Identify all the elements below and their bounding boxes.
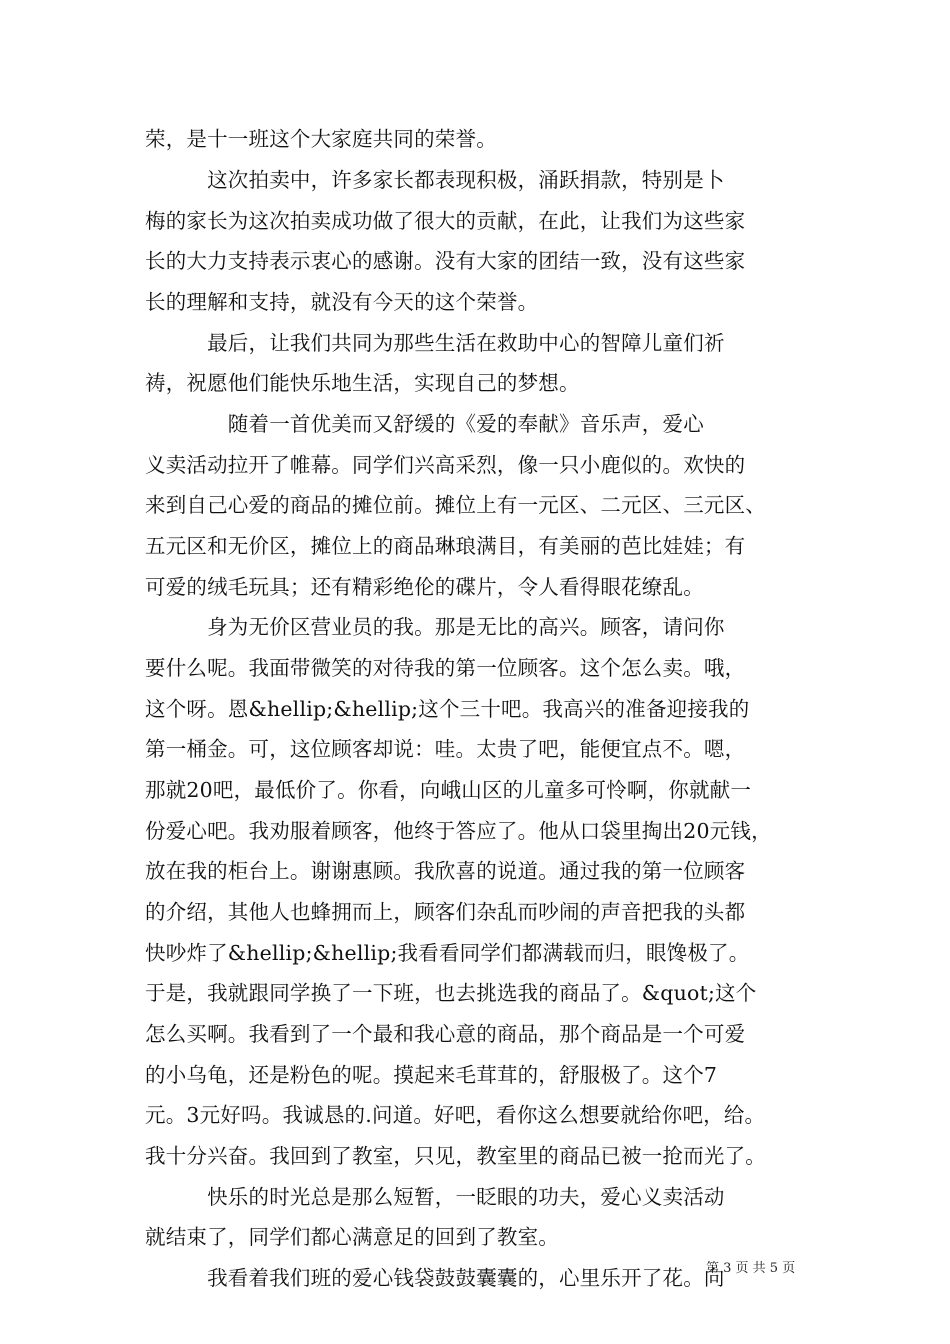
text-line: 我看着我们班的爱心钱袋鼓鼓囊囊的，心里乐开了花。向 bbox=[145, 1266, 725, 1290]
text-line: 梅的家长为这次拍卖成功做了很大的贡献，在此，让我们为这些家 bbox=[145, 209, 746, 233]
text-line: 放在我的柜台上。谢谢惠顾。我欣喜的说道。通过我的第一位顾客 bbox=[145, 859, 746, 883]
text-line: 就结束了，同学们都心满意足的回到了教室。 bbox=[145, 1225, 559, 1249]
text-line: 快乐的时光总是那么短暂，一眨眼的功夫，爱心义卖活动 bbox=[145, 1185, 725, 1209]
text-line: 义卖活动拉开了帷幕。同学们兴高采烈，像一只小鹿似的。欢快的 bbox=[145, 453, 746, 477]
text-line: 五元区和无价区，摊位上的商品琳琅满目，有美丽的芭比娃娃；有 bbox=[145, 534, 746, 558]
text-line: 快吵炸了&hellip;&hellip;我看看同学们都满载而归，眼馋极了。 bbox=[145, 941, 750, 965]
text-line: 那就20吧，最低价了。你看，向峨山区的儿童多可怜啊，你就献一 bbox=[145, 778, 752, 802]
text-line: 的介绍，其他人也蜂拥而上，顾客们杂乱而吵闹的声音把我的头都 bbox=[145, 900, 746, 924]
text-line: 可爱的绒毛玩具；还有精彩绝伦的碟片，令人看得眼花缭乱。 bbox=[145, 575, 704, 599]
text-line: 荣，是十一班这个大家庭共同的荣誉。 bbox=[145, 127, 497, 151]
text-line: 的小乌龟，还是粉色的呢。摸起来毛茸茸的，舒服极了。这个7 bbox=[145, 1063, 718, 1087]
text-line: 长的大力支持表示衷心的感谢。没有大家的团结一致，没有这些家 bbox=[145, 249, 746, 273]
text-line: 第一桶金。可，这位顾客却说：哇。太贵了吧，能便宜点不。嗯， bbox=[145, 737, 746, 761]
text-line: 身为无价区营业员的我。那是无比的高兴。顾客，请问你 bbox=[145, 615, 725, 639]
text-line: 这个呀。恩&hellip;&hellip;这个三十吧。我高兴的准备迎接我的 bbox=[145, 697, 750, 721]
text-line: 随着一首优美而又舒缓的《爱的奉献》音乐声，爱心 bbox=[145, 412, 704, 436]
text-line: 这次拍卖中，许多家长都表现积极，涌跃捐款，特别是卜 bbox=[145, 168, 725, 192]
text-line: 要什么呢。我面带微笑的对待我的第一位顾客。这个怎么卖。哦， bbox=[145, 656, 746, 680]
text-line: 于是，我就跟同学换了一下班，也去挑选我的商品了。&quot;这个 bbox=[145, 981, 757, 1005]
text-line: 怎么买啊。我看到了一个最和我心意的商品，那个商品是一个可爱 bbox=[145, 1022, 746, 1046]
text-line: 元。3元好吗。我诚恳的.问道。好吧，看你这么想要就给你吧，给。 bbox=[145, 1103, 766, 1127]
page-number: 第 3 页 共 5 页 bbox=[706, 1261, 796, 1276]
text-line: 份爱心吧。我劝服着顾客，他终于答应了。他从口袋里掏出20元钱， bbox=[145, 819, 772, 843]
text-line: 来到自己心爱的商品的摊位前。摊位上有一元区、二元区、三元区、 bbox=[145, 493, 766, 517]
text-line: 最后，让我们共同为那些生活在救助中心的智障儿童们祈 bbox=[145, 331, 725, 355]
text-line: 祷，祝愿他们能快乐地生活，实现自己的梦想。 bbox=[145, 371, 580, 395]
text-line: 我十分兴奋。我回到了教室，只见，教室里的商品已被一抢而光了。 bbox=[145, 1144, 766, 1168]
text-line: 长的理解和支持，就没有今天的这个荣誉。 bbox=[145, 290, 539, 314]
